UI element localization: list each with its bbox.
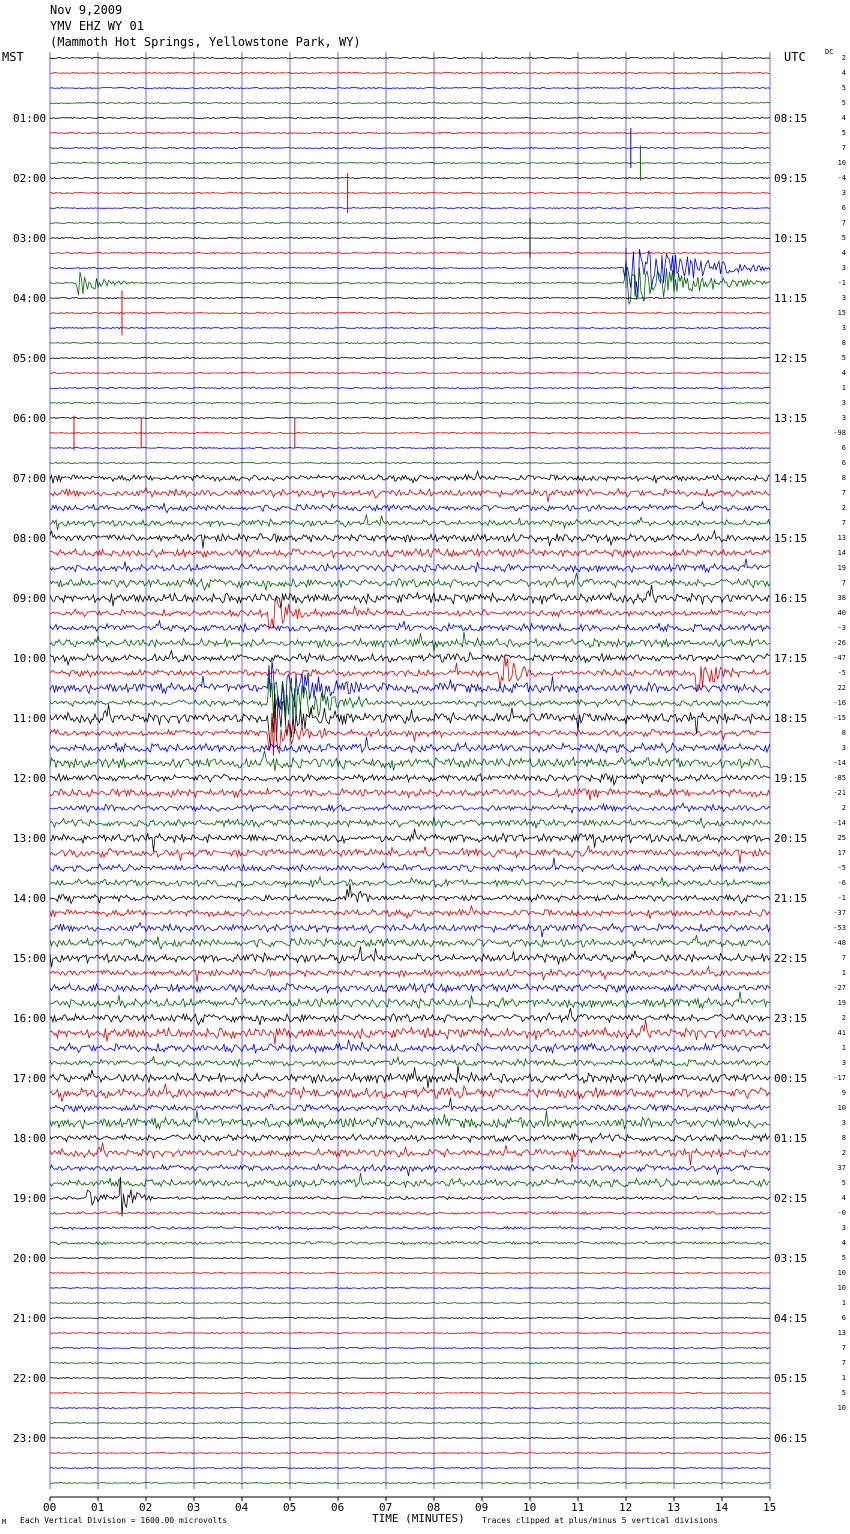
seismic-trace-48: [50, 774, 770, 785]
seismic-trace-79: [50, 1241, 770, 1244]
seismic-trace-46: [50, 737, 770, 753]
x-axis-title: TIME (MINUTES): [372, 1512, 465, 1525]
seismic-trace-38: [50, 621, 770, 632]
dc-offset-label: 2: [841, 1149, 846, 1157]
left-hour-label: 15:00: [13, 952, 47, 965]
dc-offset-label: 6: [841, 444, 846, 452]
header-station: YMV EHZ WY 01: [50, 19, 144, 33]
right-hour-label: 01:15: [774, 1132, 808, 1145]
left-hour-label: 10:00: [13, 652, 47, 665]
right-hour-label: 08:15: [774, 112, 808, 125]
right-hour-label: 10:15: [774, 232, 808, 245]
dc-offset-label: -37: [833, 909, 846, 917]
seismic-trace-56: [50, 884, 770, 904]
right-hour-label: 00:15: [774, 1072, 808, 1085]
dc-offset-label: 3: [841, 264, 846, 272]
right-hour-label: 22:15: [774, 952, 808, 965]
seismic-trace-1: [50, 72, 770, 74]
seismic-trace-74: [50, 1165, 770, 1177]
header-location: (Mammoth Hot Springs, Yellowstone Park, WY): [50, 35, 361, 49]
dc-offset-label: 2: [841, 504, 846, 512]
dc-offset-label: 4: [841, 249, 846, 257]
seismic-trace-57: [50, 906, 770, 919]
dc-offset-label: 3: [841, 414, 846, 422]
dc-offset-label: 8: [841, 339, 846, 347]
left-hour-label: 21:00: [13, 1312, 47, 1325]
seismic-trace-47: [50, 751, 770, 771]
seismic-trace-18: [50, 327, 770, 329]
right-hour-label: 15:15: [774, 532, 808, 545]
dc-offset-label: 6: [841, 204, 846, 212]
dc-offset-label: 5: [841, 99, 846, 107]
seismic-trace-60: [50, 946, 770, 967]
seismic-trace-49: [50, 789, 770, 801]
seismic-trace-95: [50, 1482, 770, 1483]
dc-offset-label: 3: [841, 399, 846, 407]
dc-offset-label: 4: [841, 369, 846, 377]
header-date: Nov 9,2009: [50, 3, 123, 17]
seismic-trace-17: [50, 312, 770, 314]
seismic-trace-83: [50, 1302, 770, 1303]
seismic-trace-10: [50, 207, 770, 209]
dc-offset-label: 19: [837, 999, 846, 1007]
seismic-trace-24: [50, 417, 770, 419]
dc-offset-label: -26: [833, 639, 846, 647]
x-tick-label: 08: [427, 1501, 441, 1514]
dc-offset-label: 3: [841, 1224, 846, 1232]
x-tick-label: 05: [283, 1501, 297, 1514]
footer-scale-note: Each Vertical Division = 1600.00 microvolts: [20, 1516, 228, 1525]
dc-offset-label: -5: [837, 864, 846, 872]
dc-offset-label: -17: [833, 1074, 846, 1082]
seismic-trace-81: [50, 1272, 770, 1273]
seismic-trace-2: [50, 87, 770, 89]
seismic-trace-3: [50, 102, 770, 104]
dc-offset-label: -47: [833, 654, 846, 662]
dc-offset-label: -53: [833, 924, 846, 932]
dc-offset-label: 1: [841, 384, 846, 392]
seismic-trace-4: [50, 117, 770, 119]
left-timezone-label: MST: [2, 50, 24, 64]
seismic-trace-28: [50, 472, 770, 484]
left-hour-label: 17:00: [13, 1072, 47, 1085]
seismic-trace-52: [50, 829, 770, 852]
seismic-trace-65: [50, 1019, 770, 1044]
dc-offset-label: 13: [837, 1329, 846, 1337]
seismic-trace-29: [50, 488, 770, 502]
seismic-trace-71: [50, 1110, 770, 1128]
x-tick-label: 00: [43, 1501, 57, 1514]
dc-header: DC: [825, 48, 834, 56]
dc-offset-label: -98: [833, 429, 846, 437]
dc-offset-label: 5: [841, 1389, 846, 1397]
seismic-trace-20: [50, 357, 770, 359]
seismic-trace-75: [50, 1173, 770, 1187]
seismic-trace-94: [50, 1467, 770, 1468]
dc-offset-label: -85: [833, 774, 846, 782]
seismic-trace-5: [50, 132, 770, 134]
seismic-trace-14: [50, 249, 770, 297]
dc-offset-label: 5: [841, 234, 846, 242]
dc-offset-label: 40: [837, 609, 846, 617]
right-hour-label: 09:15: [774, 172, 808, 185]
x-tick-label: 09: [475, 1501, 489, 1514]
dc-offset-label: 7: [841, 1359, 846, 1367]
left-hour-label: 05:00: [13, 352, 47, 365]
seismic-trace-63: [50, 992, 770, 1009]
dc-offset-label: -1: [837, 894, 846, 902]
left-hour-label: 14:00: [13, 892, 47, 905]
left-hour-label: 11:00: [13, 712, 47, 725]
dc-offset-label: -3: [837, 624, 846, 632]
dc-offset-label: -21: [833, 789, 846, 797]
seismic-trace-54: [50, 858, 770, 872]
seismic-trace-80: [50, 1257, 770, 1258]
seismic-trace-50: [50, 803, 770, 813]
dc-offset-label: 3: [841, 324, 846, 332]
right-hour-label: 04:15: [774, 1312, 808, 1325]
seismic-trace-44: [50, 693, 770, 747]
dc-offset-label: 10: [837, 1404, 846, 1412]
dc-offset-label: -5: [837, 669, 846, 677]
dc-offset-label: -1: [837, 279, 846, 287]
dc-offset-label: 7: [841, 489, 846, 497]
dc-offset-label: -4: [837, 174, 846, 182]
seismic-trace-87: [50, 1362, 770, 1363]
seismic-trace-53: [50, 846, 770, 864]
left-hour-label: 01:00: [13, 112, 47, 125]
dc-offset-label: 7: [841, 219, 846, 227]
seismic-trace-51: [50, 816, 770, 828]
dc-offset-label: -6: [837, 879, 846, 887]
seismic-trace-31: [50, 514, 770, 530]
dc-offset-label: 4: [841, 1239, 846, 1247]
dc-offset-label: 10: [837, 159, 846, 167]
dc-offset-label: 5: [841, 354, 846, 362]
x-tick-label: 15: [763, 1501, 777, 1514]
seismic-trace-13: [50, 252, 770, 254]
right-hour-label: 19:15: [774, 772, 808, 785]
left-hour-label: 03:00: [13, 232, 47, 245]
x-tick-label: 06: [331, 1501, 345, 1514]
left-hour-label: 08:00: [13, 532, 47, 545]
right-hour-label: 23:15: [774, 1012, 808, 1025]
left-hour-label: 20:00: [13, 1252, 47, 1265]
seismic-trace-93: [50, 1452, 770, 1453]
left-hour-label: 16:00: [13, 1012, 47, 1025]
dc-offset-label: 5: [841, 129, 846, 137]
dc-offset-label: 1: [841, 1299, 846, 1307]
right-hour-label: 12:15: [774, 352, 808, 365]
seismic-trace-77: [50, 1212, 770, 1215]
dc-offset-label: 41: [837, 1029, 846, 1037]
right-hour-label: 03:15: [774, 1252, 808, 1265]
dc-offset-label: 13: [837, 534, 846, 542]
left-hour-label: 22:00: [13, 1372, 47, 1385]
dc-offset-label: 38: [837, 594, 846, 602]
seismic-trace-55: [50, 877, 770, 887]
dc-offset-label: 7: [841, 1344, 846, 1352]
dc-offset-label: 25: [837, 834, 846, 842]
left-hour-label: 09:00: [13, 592, 47, 605]
seismic-trace-26: [50, 447, 770, 449]
dc-offset-label: 10: [837, 1269, 846, 1277]
dc-offset-label: 2: [841, 804, 846, 812]
x-tick-label: 07: [379, 1501, 393, 1514]
seismic-trace-6: [50, 147, 770, 149]
seismic-trace-59: [50, 935, 770, 949]
left-hour-label: 06:00: [13, 412, 47, 425]
seismic-trace-68: [50, 1066, 770, 1089]
dc-offset-label: 10: [837, 1284, 846, 1292]
seismic-trace-27: [50, 462, 770, 464]
dc-offset-label: 37: [837, 1164, 846, 1172]
seismic-trace-69: [50, 1084, 770, 1102]
seismic-trace-40: [50, 651, 770, 665]
seismic-trace-41: [50, 655, 770, 692]
seismic-trace-21: [50, 372, 770, 374]
seismic-trace-33: [50, 549, 770, 558]
seismic-trace-64: [50, 1008, 770, 1025]
seismic-trace-7: [50, 162, 770, 164]
seismic-trace-8: [50, 177, 770, 179]
left-hour-label: 23:00: [13, 1432, 47, 1445]
seismic-trace-67: [50, 1057, 770, 1067]
dc-offset-label: 5: [841, 84, 846, 92]
dc-offset-label: 1: [841, 1374, 846, 1382]
dc-offset-label: 7: [841, 954, 846, 962]
seismic-trace-58: [50, 923, 770, 938]
x-tick-label: 01: [91, 1501, 105, 1514]
right-hour-label: 11:15: [774, 292, 808, 305]
dc-offset-label: 14: [837, 549, 846, 557]
x-tick-label: 03: [187, 1501, 201, 1514]
dc-offset-label: 8: [841, 474, 846, 482]
seismic-trace-12: [50, 237, 770, 239]
x-tick-label: 10: [523, 1501, 537, 1514]
right-hour-label: 20:15: [774, 832, 808, 845]
right-timezone-label: UTC: [784, 50, 806, 64]
seismic-trace-90: [50, 1407, 770, 1408]
dc-offset-label: 3: [841, 1119, 846, 1127]
dc-offset-label: 6: [841, 459, 846, 467]
right-hour-label: 14:15: [774, 472, 808, 485]
dc-offset-label: 5: [841, 1179, 846, 1187]
seismic-trace-11: [50, 222, 770, 224]
dc-offset-label: 5: [841, 1254, 846, 1262]
seismic-trace-72: [50, 1133, 770, 1142]
right-hour-label: 05:15: [774, 1372, 808, 1385]
dc-offset-label: 22: [837, 684, 846, 692]
footer-mark: M: [2, 1518, 7, 1526]
right-hour-label: 17:15: [774, 652, 808, 665]
seismic-trace-30: [50, 502, 770, 513]
seismic-trace-19: [50, 342, 770, 344]
left-hour-label: 19:00: [13, 1192, 47, 1205]
dc-offset-label: -48: [833, 939, 846, 947]
left-hour-label: 18:00: [13, 1132, 47, 1145]
seismic-trace-61: [50, 967, 770, 982]
right-hour-label: 02:15: [774, 1192, 808, 1205]
seismic-trace-62: [50, 983, 770, 992]
left-hour-label: 12:00: [13, 772, 47, 785]
seismic-trace-82: [50, 1287, 770, 1288]
seismic-trace-15: [50, 258, 770, 304]
dc-offset-label: -0: [837, 1209, 846, 1217]
x-tick-label: 12: [619, 1501, 633, 1514]
right-hour-label: 16:15: [774, 592, 808, 605]
dc-offset-label: 7: [841, 579, 846, 587]
seismic-trace-16: [50, 297, 770, 299]
dc-offset-label: 17: [837, 849, 846, 857]
seismic-trace-32: [50, 531, 770, 549]
dc-offset-label: 3: [841, 1059, 846, 1067]
dc-offset-label: 2: [841, 1014, 846, 1022]
x-tick-label: 13: [667, 1501, 681, 1514]
dc-offset-label: -14: [833, 759, 846, 767]
seismic-trace-23: [50, 402, 770, 404]
x-tick-label: 14: [715, 1501, 729, 1514]
dc-offset-label: 9: [841, 1089, 846, 1097]
left-hour-label: 04:00: [13, 292, 47, 305]
dc-offset-label: 4: [841, 114, 846, 122]
seismic-trace-25: [50, 432, 770, 434]
x-tick-label: 02: [139, 1501, 153, 1514]
seismic-trace-34: [50, 559, 770, 573]
seismic-trace-22: [50, 387, 770, 389]
seismic-trace-66: [50, 1040, 770, 1053]
dc-offset-label: 15: [837, 309, 846, 317]
dc-offset-label: 1: [841, 969, 846, 977]
seismic-trace-92: [50, 1437, 770, 1438]
seismic-trace-88: [50, 1377, 770, 1378]
seismic-trace-89: [50, 1392, 770, 1393]
dc-offset-label: 6: [841, 1314, 846, 1322]
dc-offset-label: 3: [841, 294, 846, 302]
seismic-trace-70: [50, 1098, 770, 1112]
dc-offset-label: -14: [833, 819, 846, 827]
dc-offset-label: 3: [841, 189, 846, 197]
seismic-trace-73: [50, 1143, 770, 1166]
right-hour-label: 13:15: [774, 412, 808, 425]
seismic-trace-36: [50, 585, 770, 609]
dc-offset-label: 4: [841, 69, 846, 77]
dc-offset-label: 8: [841, 1134, 846, 1142]
seismic-trace-35: [50, 573, 770, 590]
dc-offset-label: 8: [841, 729, 846, 737]
dc-offset-label: -16: [833, 699, 846, 707]
seismic-trace-84: [50, 1317, 770, 1318]
seismic-trace-91: [50, 1422, 770, 1423]
dc-offset-label: 7: [841, 519, 846, 527]
dc-offset-label: -15: [833, 714, 846, 722]
seismic-trace-78: [50, 1226, 770, 1229]
dc-offset-label: 4: [841, 1194, 846, 1202]
left-hour-label: 13:00: [13, 832, 47, 845]
dc-offset-label: -27: [833, 984, 846, 992]
right-hour-label: 06:15: [774, 1432, 808, 1445]
dc-offset-label: 7: [841, 144, 846, 152]
seismic-trace-86: [50, 1347, 770, 1348]
dc-offset-label: 3: [841, 744, 846, 752]
x-tick-label: 11: [571, 1501, 585, 1514]
seismic-trace-9: [50, 192, 770, 194]
dc-offset-label: 1: [841, 1044, 846, 1052]
left-hour-label: 02:00: [13, 172, 47, 185]
seismic-trace-39: [50, 632, 770, 652]
right-hour-label: 18:15: [774, 712, 808, 725]
x-tick-label: 04: [235, 1501, 249, 1514]
footer-clip-note: Traces clipped at plus/minus 5 vertical divisions: [482, 1516, 719, 1525]
dc-offset-label: 10: [837, 1104, 846, 1112]
left-hour-label: 07:00: [13, 472, 47, 485]
seismic-trace-85: [50, 1332, 770, 1333]
dc-offset-label: 2: [841, 54, 846, 62]
dc-offset-label: 19: [837, 564, 846, 572]
right-hour-label: 21:15: [774, 892, 808, 905]
seismic-trace-0: [50, 57, 770, 59]
